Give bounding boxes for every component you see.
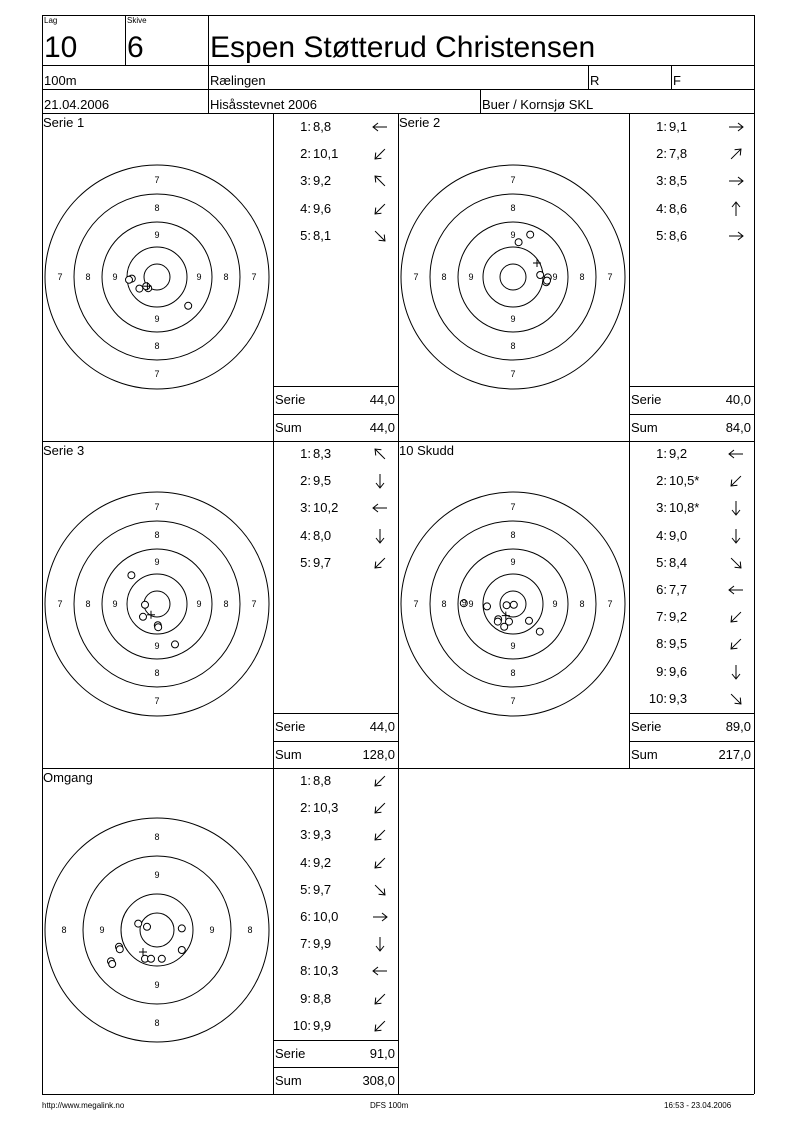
lag-value: 10 <box>44 31 78 64</box>
ring-number: 8 <box>154 1018 160 1028</box>
direction-arrow-icon <box>727 608 745 626</box>
direction-arrow-icon <box>371 799 389 817</box>
target-ring <box>74 521 240 687</box>
shot-row <box>631 229 705 243</box>
skive-value: 6 <box>127 31 144 64</box>
shot-score: 9,3 <box>669 690 688 706</box>
direction-arrow-icon <box>727 118 745 136</box>
shot-row <box>275 937 349 951</box>
shot-score: 8,1 <box>313 227 332 243</box>
ring-number: 8 <box>510 668 516 678</box>
sum-value: 308,0 <box>362 1073 395 1088</box>
shot-hole <box>537 272 544 279</box>
shot-row <box>275 992 349 1006</box>
shot-number: 8: <box>656 636 667 652</box>
shot-score: 9,2 <box>669 446 688 461</box>
shot-score: 8,6 <box>669 227 688 243</box>
shot-row <box>275 883 349 897</box>
shot-number: 3: <box>300 173 311 189</box>
shot-number: 2: <box>656 473 667 489</box>
shot-score: 8,8 <box>313 773 332 788</box>
shot-number: 10: <box>648 690 667 706</box>
shot-score: 9,9 <box>313 1017 332 1033</box>
shot-number: 5: <box>300 881 311 897</box>
shot-number: 9: <box>300 990 311 1006</box>
sum-value: 84,0 <box>725 420 751 435</box>
direction-arrow-icon <box>371 527 389 545</box>
ring-number: 9 <box>99 925 105 935</box>
ring-number: 7 <box>607 272 613 282</box>
ring-number: 9 <box>196 599 202 609</box>
shot-number: 2: <box>300 146 311 162</box>
shot-number: 2: <box>300 473 311 489</box>
shot-hole <box>510 601 517 608</box>
shot-label: 9 <box>461 597 467 608</box>
shot-row <box>631 447 705 461</box>
ring-number: 9 <box>552 599 558 609</box>
date: 21.04.2006 <box>44 97 110 112</box>
panel-title: Serie 3 <box>43 443 85 458</box>
shot-hole <box>135 920 142 927</box>
footer-timestamp: 16:53 - 23.04.2006 <box>664 1101 732 1110</box>
serie-value: 89,0 <box>725 719 751 734</box>
shot-number: 3: <box>300 500 311 516</box>
shot-row <box>275 120 349 134</box>
direction-arrow-icon <box>371 445 389 463</box>
direction-arrow-icon <box>727 445 745 463</box>
sum-value: 217,0 <box>718 747 751 762</box>
ring-number: 8 <box>510 341 516 351</box>
serie-value: 44,0 <box>369 719 395 734</box>
direction-arrow-icon <box>727 200 745 218</box>
shot-row <box>631 174 705 188</box>
ring-number: 8 <box>510 530 516 540</box>
f-label: F <box>673 73 681 88</box>
ring-number: 9 <box>468 272 474 282</box>
ring-number: 9 <box>552 272 558 282</box>
shot-number: 4: <box>656 200 667 216</box>
shot-hole <box>126 276 133 283</box>
shot-hole <box>158 955 165 962</box>
shot-row <box>275 910 349 924</box>
ring-number: 7 <box>57 272 63 282</box>
ring-number: 8 <box>247 925 253 935</box>
panel-title: 10 Skudd <box>399 443 454 458</box>
sum-label: Sum <box>275 747 302 762</box>
target-ring <box>483 247 543 307</box>
sum-value: 44,0 <box>369 420 395 435</box>
shot-score: 7,7 <box>669 582 688 597</box>
ring-number: 8 <box>154 203 160 213</box>
shot-score: 8,5 <box>669 173 688 189</box>
shot-hole <box>155 624 162 631</box>
ring-number: 9 <box>154 870 160 880</box>
shot-hole <box>494 618 501 625</box>
shot-number: 1: <box>300 446 311 461</box>
shot-hole <box>506 618 513 625</box>
ring-number: 7 <box>154 696 160 706</box>
shot-score: 10,3 <box>313 800 339 816</box>
sum-label: Sum <box>275 1073 302 1088</box>
direction-arrow-icon <box>371 772 389 790</box>
shot-hole <box>116 946 123 953</box>
shot-number: 3: <box>656 173 667 189</box>
shot-score: 9,2 <box>313 854 332 870</box>
club: Rælingen <box>210 73 266 88</box>
ring-number: 8 <box>61 925 67 935</box>
shot-row <box>631 474 705 488</box>
shot-score: 8,4 <box>669 554 688 570</box>
shot-number: 8: <box>300 963 311 979</box>
shot-number: 1: <box>300 773 311 788</box>
target-ring <box>74 194 240 360</box>
shot-row <box>275 474 349 488</box>
shot-row <box>631 120 705 134</box>
serie-label: Serie <box>631 392 662 407</box>
target-diagram <box>398 444 628 764</box>
shot-row <box>275 529 349 543</box>
ring-number: 8 <box>441 599 447 609</box>
panel-title: Serie 1 <box>43 115 85 130</box>
shot-hole <box>178 925 185 932</box>
ring-number: 8 <box>223 272 229 282</box>
shot-number: 1: <box>656 119 667 134</box>
shot-score: 9,6 <box>669 663 688 679</box>
ring-number: 8 <box>579 272 585 282</box>
distance: 100m <box>44 73 77 88</box>
mean-point-cross <box>139 948 147 956</box>
shot-row <box>275 828 349 842</box>
shot-row <box>275 202 349 216</box>
serie-label: Serie <box>275 719 306 734</box>
shot-score: 9,1 <box>669 119 688 134</box>
footer-event: DFS 100m <box>370 1101 409 1110</box>
direction-arrow-icon <box>371 908 389 926</box>
shot-row <box>275 774 349 788</box>
shot-row <box>275 174 349 188</box>
footer-url: http://www.megalink.no <box>42 1101 125 1110</box>
shot-row <box>631 501 705 515</box>
target-ring <box>430 194 596 360</box>
lag-label: Lag <box>44 16 58 25</box>
shot-score: 9,7 <box>313 881 332 897</box>
shot-row <box>275 147 349 161</box>
shot-row <box>631 147 705 161</box>
target-ring <box>45 818 269 1042</box>
ring-number: 9 <box>196 272 202 282</box>
panel-title: Omgang <box>43 770 93 785</box>
shot-score: 9,5 <box>313 473 332 489</box>
ring-number: 7 <box>510 502 516 512</box>
shot-score: 8,8 <box>313 119 332 134</box>
shot-hole <box>544 277 551 284</box>
shot-number: 4: <box>300 200 311 216</box>
shot-score: 10,1 <box>313 146 339 162</box>
shot-row <box>631 529 705 543</box>
shot-score: 7,8 <box>669 146 688 162</box>
ring-number: 7 <box>607 599 613 609</box>
shot-row <box>275 556 349 570</box>
shot-row <box>275 1019 349 1033</box>
shot-row <box>275 856 349 870</box>
ring-number: 7 <box>57 599 63 609</box>
shot-number: 2: <box>300 800 311 816</box>
direction-arrow-icon <box>371 145 389 163</box>
shot-row <box>631 610 705 624</box>
direction-arrow-icon <box>371 881 389 899</box>
direction-arrow-icon <box>371 826 389 844</box>
shot-hole <box>526 617 533 624</box>
ring-number: 7 <box>154 502 160 512</box>
ring-number: 9 <box>112 599 118 609</box>
target-diagram <box>42 770 272 1090</box>
shot-number: 3: <box>656 500 667 516</box>
shot-row <box>275 447 349 461</box>
shot-hole <box>144 923 151 930</box>
ring-number: 8 <box>510 203 516 213</box>
serie-value: 91,0 <box>369 1046 395 1061</box>
ring-number: 8 <box>85 599 91 609</box>
ring-number: 8 <box>154 530 160 540</box>
direction-arrow-icon <box>371 962 389 980</box>
shot-score: 9,7 <box>313 554 332 570</box>
shot-hole <box>185 302 192 309</box>
direction-arrow-icon <box>727 472 745 490</box>
target-ring <box>401 165 625 389</box>
shot-hole <box>172 641 179 648</box>
mean-point-cross <box>533 259 541 267</box>
ring-number: 7 <box>251 272 257 282</box>
shot-hole <box>142 601 149 608</box>
shot-number: 2: <box>656 146 667 162</box>
ring-number: 8 <box>223 599 229 609</box>
ring-number: 9 <box>209 925 215 935</box>
shot-number: 4: <box>656 527 667 543</box>
ring-number: 8 <box>441 272 447 282</box>
ring-number: 7 <box>510 175 516 185</box>
ring-number: 9 <box>468 599 474 609</box>
shot-row <box>631 583 705 597</box>
shot-score: 10,3 <box>313 963 339 979</box>
shot-number: 7: <box>656 609 667 625</box>
ring-number: 8 <box>154 832 160 842</box>
serie-value: 40,0 <box>725 392 751 407</box>
shot-score: 8,3 <box>313 446 332 461</box>
serie-label: Serie <box>275 1046 306 1061</box>
ring-number: 9 <box>154 641 160 651</box>
shot-row <box>631 637 705 651</box>
shot-number: 5: <box>300 227 311 243</box>
shot-number: 6: <box>300 909 311 924</box>
shot-hole <box>527 231 534 238</box>
shot-row <box>631 202 705 216</box>
shot-score: 9,0 <box>669 527 688 543</box>
shot-number: 3: <box>300 827 311 843</box>
ring-number: 7 <box>251 599 257 609</box>
shot-number: 1: <box>656 446 667 461</box>
ring-number: 7 <box>413 599 419 609</box>
shot-number: 6: <box>656 582 667 597</box>
shot-number: 4: <box>300 527 311 543</box>
ring-number: 9 <box>510 557 516 567</box>
ring-number: 7 <box>154 175 160 185</box>
direction-arrow-icon <box>371 200 389 218</box>
shot-number: 4: <box>300 854 311 870</box>
shot-hole <box>484 603 491 610</box>
sum-value: 128,0 <box>362 747 395 762</box>
shot-score: 9,3 <box>313 827 332 843</box>
sum-label: Sum <box>275 420 302 435</box>
ring-number: 9 <box>154 980 160 990</box>
target-ring <box>500 264 526 290</box>
shot-hole <box>109 961 116 968</box>
shot-score: 9,2 <box>313 173 332 189</box>
venue: Buer / Kornsjø SKL <box>482 97 594 112</box>
ring-number: 9 <box>154 314 160 324</box>
shot-row <box>631 556 705 570</box>
direction-arrow-icon <box>727 690 745 708</box>
ring-number: 8 <box>154 668 160 678</box>
shot-score: 9,2 <box>669 609 688 625</box>
target-ring <box>45 492 269 716</box>
skive-label: Skive <box>127 16 147 25</box>
serie-label: Serie <box>631 719 662 734</box>
shot-score: 10,2 <box>313 500 339 516</box>
direction-arrow-icon <box>727 145 745 163</box>
direction-arrow-icon <box>727 554 745 572</box>
ring-number: 8 <box>85 272 91 282</box>
ring-number: 9 <box>112 272 118 282</box>
shot-number: 5: <box>300 554 311 570</box>
direction-arrow-icon <box>371 935 389 953</box>
ring-number: 7 <box>510 696 516 706</box>
direction-arrow-icon <box>727 499 745 517</box>
shot-row <box>275 801 349 815</box>
direction-arrow-icon <box>371 118 389 136</box>
r-label: R <box>590 73 600 88</box>
sum-label: Sum <box>631 420 658 435</box>
ring-number: 9 <box>510 230 516 240</box>
event: Hisåsstevnet 2006 <box>210 97 317 112</box>
shot-score: 9,9 <box>313 936 332 952</box>
shot-row <box>275 501 349 515</box>
shot-score: 10,5* <box>669 473 700 489</box>
direction-arrow-icon <box>727 172 745 190</box>
shot-row <box>275 964 349 978</box>
sum-label: Sum <box>631 747 658 762</box>
ring-number: 9 <box>154 557 160 567</box>
target-ring <box>127 247 187 307</box>
direction-arrow-icon <box>371 990 389 1008</box>
serie-label: Serie <box>275 392 306 407</box>
shot-number: 5: <box>656 554 667 570</box>
shot-score: 9,6 <box>313 200 332 216</box>
ring-number: 9 <box>510 314 516 324</box>
ring-number: 7 <box>413 272 419 282</box>
shot-hole <box>178 947 185 954</box>
shot-hole <box>148 955 155 962</box>
shot-number: 7: <box>300 936 311 952</box>
ring-number: 9 <box>154 230 160 240</box>
target-diagram <box>42 444 272 764</box>
shot-hole <box>503 602 510 609</box>
ring-number: 8 <box>579 599 585 609</box>
target-diagram <box>42 117 272 437</box>
shot-score: 10,0 <box>313 909 339 924</box>
direction-arrow-icon <box>727 663 745 681</box>
shot-hole <box>536 628 543 635</box>
ring-number: 9 <box>510 641 516 651</box>
mean-point-cross <box>147 611 155 619</box>
direction-arrow-icon <box>371 472 389 490</box>
shot-score: 8,8 <box>313 990 332 1006</box>
ring-number: 7 <box>510 369 516 379</box>
target-diagram <box>398 117 628 437</box>
ring-number: 7 <box>154 369 160 379</box>
shot-number: 9: <box>656 663 667 679</box>
panel-title: Serie 2 <box>399 115 441 130</box>
target-ring <box>45 165 269 389</box>
direction-arrow-icon <box>727 527 745 545</box>
shot-score: 9,5 <box>669 636 688 652</box>
shot-hole <box>515 239 522 246</box>
shot-row <box>275 229 349 243</box>
ring-number: 8 <box>154 341 160 351</box>
shot-row <box>631 665 705 679</box>
shot-hole <box>136 285 143 292</box>
shot-number: 5: <box>656 227 667 243</box>
shooter-name: Espen Støtterud Christensen <box>210 31 596 64</box>
direction-arrow-icon <box>727 227 745 245</box>
direction-arrow-icon <box>371 1017 389 1035</box>
direction-arrow-icon <box>727 635 745 653</box>
direction-arrow-icon <box>371 172 389 190</box>
direction-arrow-icon <box>371 554 389 572</box>
direction-arrow-icon <box>371 854 389 872</box>
serie-value: 44,0 <box>369 392 395 407</box>
shot-number: 10: <box>292 1017 311 1033</box>
shot-score: 8,6 <box>669 200 688 216</box>
shot-hole <box>140 613 147 620</box>
shot-row <box>631 692 705 706</box>
shot-hole <box>128 572 135 579</box>
direction-arrow-icon <box>371 499 389 517</box>
shot-score: 10,8* <box>669 500 700 516</box>
shot-score: 8,0 <box>313 527 332 543</box>
direction-arrow-icon <box>727 581 745 599</box>
shot-number: 1: <box>300 119 311 134</box>
direction-arrow-icon <box>371 227 389 245</box>
